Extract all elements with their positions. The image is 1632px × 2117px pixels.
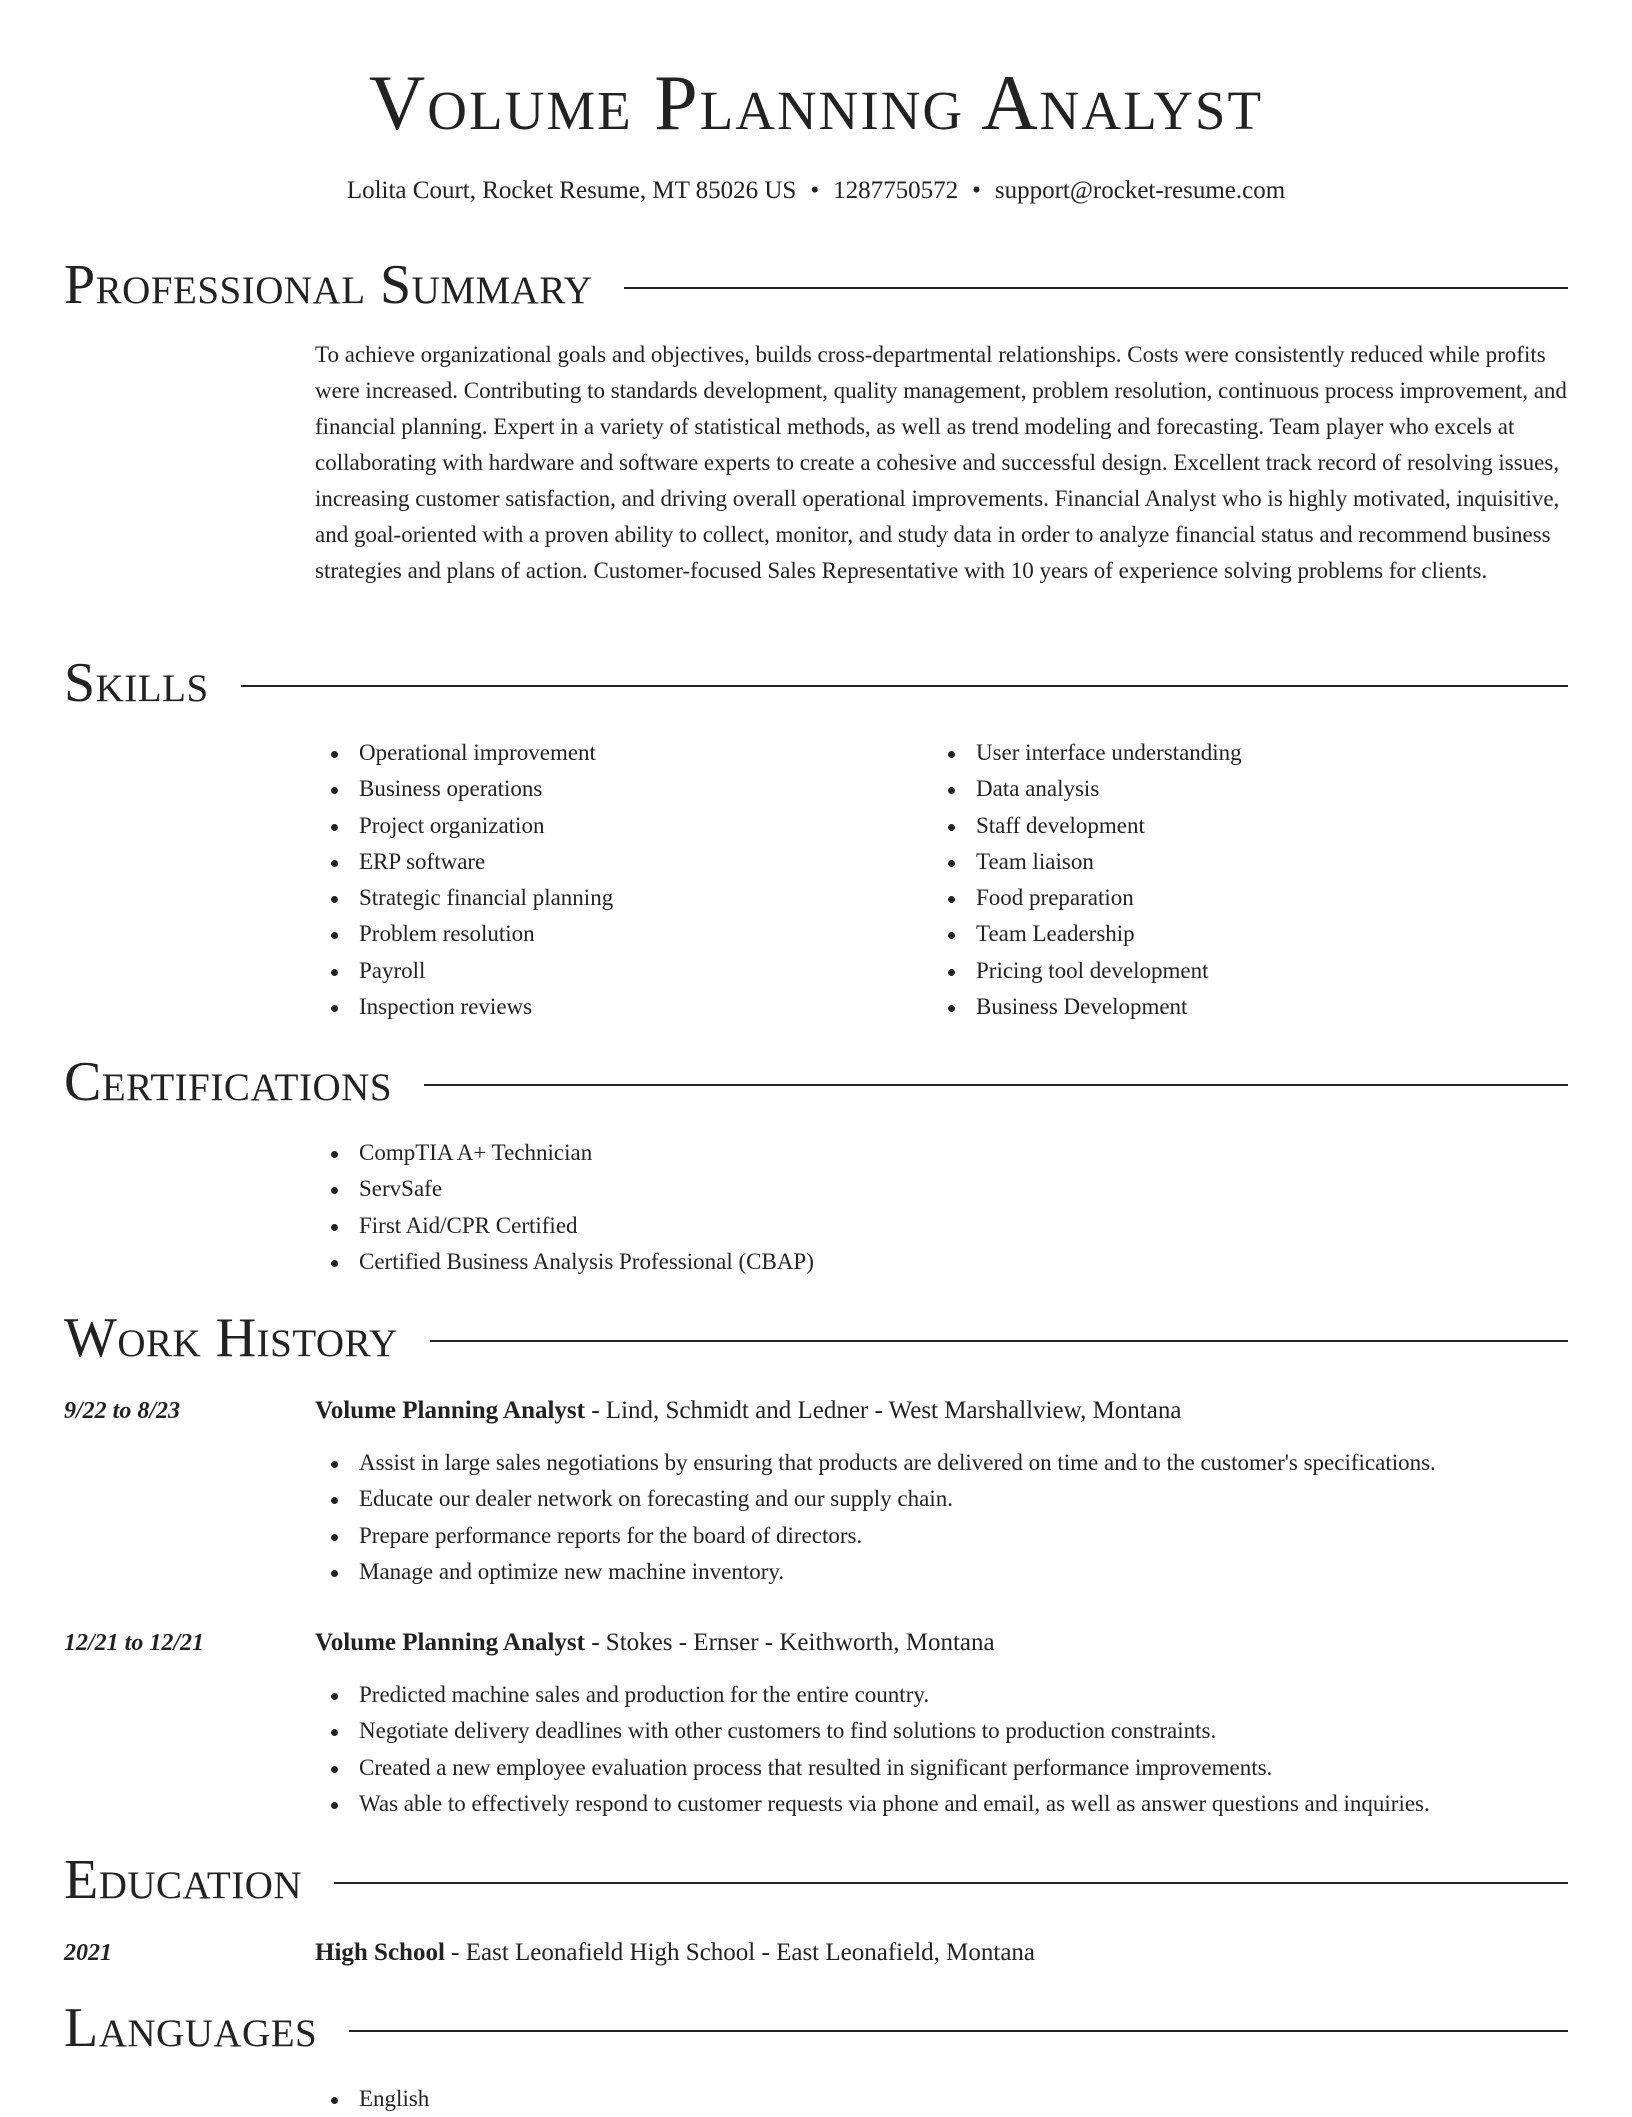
contact-separator: • [972, 177, 981, 204]
contact-separator: • [810, 177, 820, 204]
job-bullet: Prepare performance reports for the board of directors. [315, 1518, 1568, 1554]
section-divider [624, 287, 1568, 289]
job-bullet: Manage and optimize new machine inventory. [315, 1554, 1568, 1590]
job-bullet: Was able to effectively respond to customer requests via phone and email, as well as answer questions and inquiries. [315, 1786, 1568, 1822]
skill-item: ERP software [315, 844, 915, 880]
job-title: Volume Planning Analyst [315, 1629, 585, 1656]
skill-item: Operational improvement [315, 735, 915, 771]
job-heading [315, 1625, 1568, 1661]
section-header-certifications [64, 1049, 1568, 1115]
skills-right-column [932, 735, 1552, 1025]
job-dates: 9/22 to 8/23 [64, 1398, 181, 1424]
skill-item: Team liaison [932, 844, 1552, 880]
certifications-list [315, 1135, 1568, 1280]
section-divider [334, 1882, 1568, 1884]
language-item: English [315, 2081, 1568, 2117]
skill-item: Team Leadership [932, 916, 1552, 952]
education-heading [315, 1935, 1568, 1971]
education-school: - East Leonafield High School - East Leonafield, Montana [444, 1939, 1036, 1966]
contact-address: Lolita Court, Rocket Resume, MT 85026 US [346, 177, 797, 204]
section-divider [424, 1084, 1568, 1086]
job-bullets [315, 1677, 1568, 1822]
skill-item: Business operations [315, 771, 915, 807]
job-employer: - Stokes - Ernser - Keithworth, Montana [584, 1629, 995, 1656]
section-header-work-history [64, 1305, 1568, 1371]
job-bullet: Negotiate delivery deadlines with other customers to find solutions to production constraints. [315, 1713, 1568, 1749]
job-bullets [315, 1445, 1568, 1590]
section-title: Work History [64, 1307, 398, 1369]
skills-left-column [315, 735, 915, 1025]
section-title: Languages [64, 1997, 318, 2059]
job-bullet: Educate our dealer network on forecasting and our supply chain. [315, 1481, 1568, 1517]
skill-item: User interface understanding [932, 735, 1552, 771]
section-header-summary [64, 252, 1568, 318]
section-divider [241, 685, 1568, 687]
contact-email: support@rocket-resume.com [994, 177, 1286, 204]
contact-phone: 1287750572 [833, 177, 959, 204]
job-heading [315, 1393, 1568, 1429]
certification-item: First Aid/CPR Certified [315, 1208, 1568, 1244]
skill-item: Inspection reviews [315, 989, 915, 1025]
skill-item: Staff development [932, 808, 1552, 844]
section-header-languages [64, 1995, 1568, 2061]
skill-item: Strategic financial planning [315, 880, 915, 916]
skill-item: Business Development [932, 989, 1552, 1025]
education-degree: High School [315, 1939, 445, 1966]
certification-item: ServSafe [315, 1171, 1568, 1207]
section-title: Skills [64, 652, 209, 714]
section-title: Certifications [64, 1051, 393, 1113]
education-year: 2021 [64, 1940, 112, 1966]
contact-line [0, 174, 1632, 208]
section-title: Education [64, 1849, 303, 1911]
section-header-education [64, 1847, 1568, 1913]
job-bullet: Predicted machine sales and production for the entire country. [315, 1677, 1568, 1713]
skill-item: Payroll [315, 953, 915, 989]
skill-item: Food preparation [932, 880, 1552, 916]
job-bullet: Assist in large sales negotiations by ensuring that products are delivered on time and to the customer's specifications. [315, 1445, 1568, 1481]
job-employer: - Lind, Schmidt and Ledner - West Marshallview, Montana [584, 1397, 1182, 1424]
resume-name: Volume Planning Analyst [368, 59, 1264, 146]
section-divider [349, 2030, 1568, 2032]
job-bullet: Created a new employee evaluation process that resulted in significant performance improvements. [315, 1750, 1568, 1786]
job-dates: 12/21 to 12/21 [64, 1630, 205, 1656]
section-divider [430, 1340, 1568, 1342]
summary-text: To achieve organizational goals and objectives, builds cross-departmental relationships. Costs were consistently reduced while profits were increased. Contributing to standards development, quality management, problem resolution, continuous process improvement, and financial planning. Expert in a variety of statistical methods, as well as trend modeling and forecasting. Team player who excels at collaborating with hardware and software experts to create a cohesive and successful design. Excellent track record of resolving issues, increasing customer satisfaction, and driving overall operational improvements. Financial Analyst who is highly motivated, inquisitive, and goal-oriented with a proven ability to collect, monitor, and study data in order to analyze financial status and recommend business strategies and plans of action. Customer-focused Sales Representative with 10 years of experience solving problems for clients. [315, 342, 1567, 583]
skill-item: Project organization [315, 808, 915, 844]
skill-item: Pricing tool development [932, 953, 1552, 989]
section-header-skills [64, 650, 1568, 716]
job-title: Volume Planning Analyst [315, 1397, 585, 1424]
certification-item: Certified Business Analysis Professional (CBAP) [315, 1244, 1568, 1280]
section-title: Professional Summary [64, 254, 593, 316]
certification-item: CompTIA A+ Technician [315, 1135, 1568, 1171]
skill-item: Problem resolution [315, 916, 915, 952]
skill-item: Data analysis [932, 771, 1552, 807]
